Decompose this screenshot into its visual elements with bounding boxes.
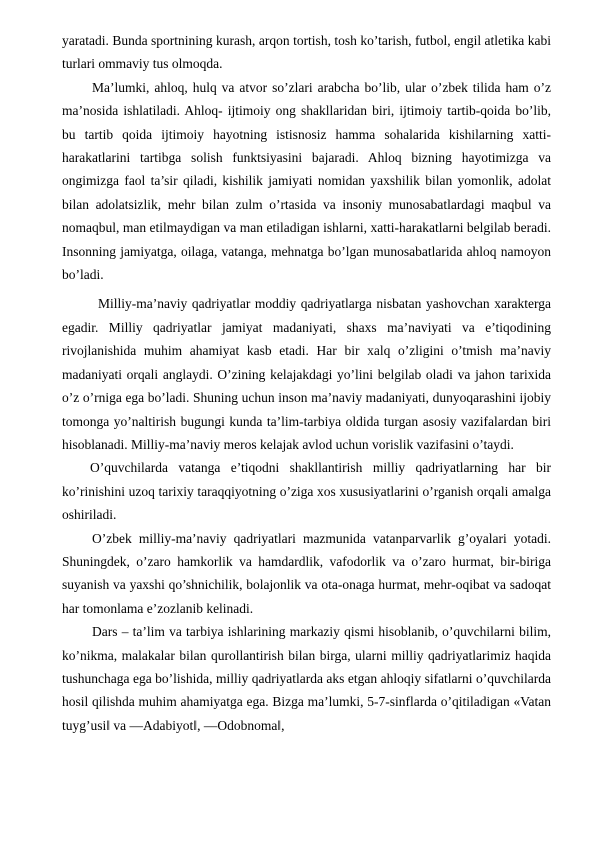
document-body — [62, 29, 551, 737]
paragraph-ahloq: Ma’lumki, ahloq, hulq va atvor so’zlari arabcha bo’lib, ular o’zbek tilida ham o’z ma’nosida ishlatiladi. Ahloq- ijtimoiy ong shakllaridan biri, ijtimoiy tartib-qoida bo’lib, bu tartib qoida ijtimoiy hayotning istisnosiz hamma sohalarida kishilarning xatti-harakatlarini tartibga solish funktsiyasini bajaradi. Ahloq bizning hayotimizga va ongimizga faol ta’sir qiladi, kishilik jamiyati nomidan yaxshilik bilan yomonlik, adolat bilan adolatsizlik, mehr bilan zulm o’rtasida va insoniy munosabatlardagi maqbul va nomaqbul, man etilmaydigan va man etiladigan ishlarni, xatti-harakatlarni belgilab beradi. Insonning jamiyatga, oilaga, vatanga, mehnatga bo’lgan munosabatlarida ahloq namoyon bo’ladi. — [62, 79, 551, 283]
paragraph-vatanga-etiqod: O’quvchilarda vatanga e’tiqodni shakllantirish milliy qadriyatlarning har bir ko’rinishini uzoq tarixiy taraqqiyotning o’ziga xos xususiyatlarini o’rganish orqali amalga oshiriladi. — [62, 460, 551, 523]
paragraph-dars: Dars – ta’lim va tarbiya ishlarining markaziy qismi hisoblanib, o’quvchilarni bilim, ko’nikma, malakalar bilan qurollantirish bilan birga, ularni milliy qadriyatlarimiz haqida tushunchaga ega bo’lishida, milliy qadriyatlarda aks etgan ahloqiy sifatlarni o’quvchilarda hosil qilishda muhim ahamiyatga ega. Bizga ma’lumki, 5-7-sinflarda o’qitiladigan «Vatan tuyg’usi‖ va ―Adabiyot‖, ―Odobnoma‖, — [62, 624, 551, 733]
paragraph-milliy-manaviy: Milliy-ma’naviy qadriyatlar moddiy qadriyatlarga nisbatan yashovchan xarakterga egadir. Milliy qadriyatlar jamiyat madaniyati, shaxs ma’naviyati va e’tiqodining rivojlanishida muhim ahamiyat kasb etadi. Har bir xalq o’zligini o’tmish ma’naviy madaniyati orqali anglaydi. O’zining kelajakdagi yo’lini belgilab oladi va jahon tarixida o’z o’rniga ega bo’ladi. Shuning uchun inson ma’naviy madaniyati, dunyoqarashini ijobiy tomonga yo’naltirish bugungi kunda ta’lim-tarbiya oldida turgan asosiy vazifalardan biri hisoblanadi. Milliy-ma’naviy meros kelajak avlod uchun vorislik vazifasini o’taydi. — [62, 296, 551, 452]
paragraph-sport-continuation: yaratadi. Bunda sportnining kurash, arqon tortish, tosh ko’tarish, futbol, engil atletika kabi turlari ommaviy tus olmoqda. — [62, 33, 551, 72]
paragraph-ozbek-qadriyatlari: O’zbek milliy-ma’naviy qadriyatlari mazmunida vatanparvarlik g’oyalari yotadi. Shuningdek, o’zaro hamkorlik va hamdardlik, vafodorlik va o’zaro hurmat, bir-biriga suyanish va yaxshi qo’shnichilik, bolajonlik va ota-onaga hurmat, mehr-oqibat va sadoqat har tomonlama e’zozlanib kelinadi. — [62, 530, 551, 616]
